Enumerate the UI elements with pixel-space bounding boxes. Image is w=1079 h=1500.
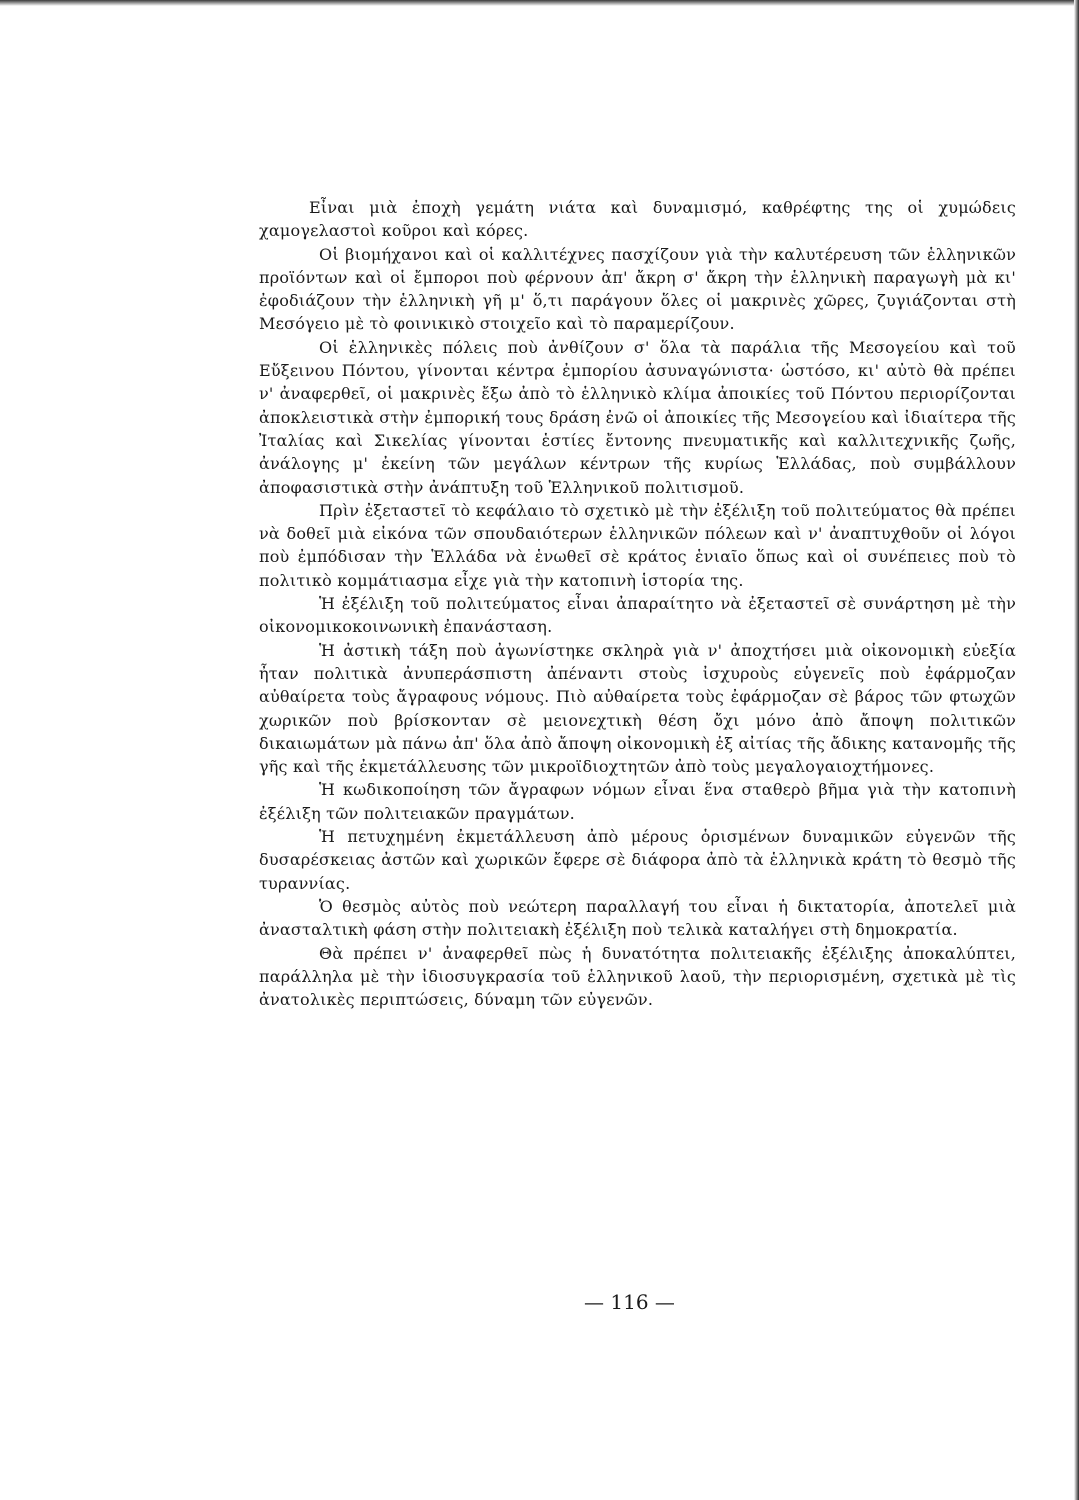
scan-edge-right [1074, 0, 1079, 1500]
paragraph: Ἡ ἀστικὴ τάξη ποὺ ἀγωνίστηκε σκληρὰ γιὰ ν' ἀποχτήσει μιὰ οἰκονομικὴ εὐεξία ἦταν πολιτικὰ ἀνυπεράσπιστη ἀπέναντι στοὺς ἰσχυροὺς εὐγενεῖς ποὺ ἐφάρμοζαν αὐθαίρετα τοὺς ἄγραφους νόμους. Πιὸ αὐθαίρετα τοὺς ἐφάρμοζαν σὲ βάρος τῶν φτωχῶν χωρικῶν ποὺ βρίσκονταν σὲ μειονεχτικὴ θέση ὄχι μόνο ἀπὸ ἄποψη πολιτικῶν δικαιωμάτων μὰ πάνω ἀπ' ὅλα ἀπὸ ἄποψη οἰκονομικὴ ἐξ αἰτίας τῆς ἄδικης κατανομῆς τῆς γῆς καὶ τῆς ἐκμετάλλευσης τῶν μικροϊδιοχτητῶν ἀπὸ τοὺς μεγαλογαιοχτήμονες. [259, 640, 1016, 777]
paragraph: Οἱ βιομήχανοι καὶ οἱ καλλιτέχνες πασχίζουν γιὰ τὴν καλυτέρευση τῶν ἑλληνικῶν προϊόντων καὶ οἱ ἔμποροι ποὺ φέρνουν ἀπ' ἄκρη σ' ἄκρη τὴν ἑλληνικὴ παραγωγὴ μὰ κι' ἐφοδιάζουν τὴν ἑλληνικὴ γῆ μ' ὅ,τι παράγουν ὅλες οἱ μακρινὲς χῶρες, ζυγιάζονται στὴ Μεσόγειο μὲ τὸ φοινικικὸ στοιχεῖο καὶ τὸ παραμερίζουν. [259, 244, 1016, 334]
paragraph: Ἡ ἐξέλιξη τοῦ πολιτεύματος εἶναι ἀπαραίτητο νὰ ἐξεταστεῖ σὲ συνάρτηση μὲ τὴν οἰκονομικοκοινωνικὴ ἐπανάσταση. [259, 594, 1016, 637]
paragraph: Εἶναι μιὰ ἐποχὴ γεμάτη νιάτα καὶ δυναμισμό, καθρέφτης της οἱ χυμώδεις χαμογελαστοὶ κοῦροι καὶ κόρες. [259, 198, 1016, 241]
paragraph: Ἡ κωδικοποίηση τῶν ἄγραφων νόμων εἶναι ἕνα σταθερὸ βῆμα γιὰ τὴν κατοπινὴ ἐξέλιξη τῶν πολιτειακῶν πραγμάτων. [259, 780, 1016, 823]
scan-edge-top [0, 0, 1079, 6]
paragraph: Θὰ πρέπει ν' ἀναφερθεῖ πὼς ἡ δυνατότητα πολιτειακῆς ἐξέλιξης ἀποκαλύπτει, παράλληλα μὲ τὴν ἰδιοσυγκρασία τοῦ ἑλληνικοῦ λαοῦ, τὴν περιορισμένη, σχετικὰ μὲ τὶς ἀνατολικὲς περιπτώσεις, δύναμη τῶν εὐγενῶν. [259, 943, 1016, 1010]
paragraph: Πρὶν ἐξεταστεῖ τὸ κεφάλαιο τὸ σχετικὸ μὲ τὴν ἐξέλιξη τοῦ πολιτεύματος θὰ πρέπει νὰ δοθεῖ μιὰ εἰκόνα τῶν σπουδαιότερων ἑλληνικῶν πόλεων καὶ ν' ἀναπτυχθοῦν οἱ λόγοι ποὺ ἐμπόδισαν τὴν Ἑλλάδα νὰ ἑνωθεῖ σὲ κράτος ἑνιαῖο ὅπως καὶ οἱ συνέπειες ποὺ τὸ πολιτικὸ κομμάτιασμα εἶχε γιὰ τὴν κατοπινὴ ἱστορία της. [259, 500, 1016, 590]
paragraph: Οἱ ἑλληνικὲς πόλεις ποὺ ἀνθίζουν σ' ὅλα τὰ παράλια τῆς Μεσογείου καὶ τοῦ Εὔξεινου Πόντου, γίνονται κέντρα ἐμπορίου ἀσυναγώνιστα· ὡστόσο, κι' αὐτὸ θὰ πρέπει ν' ἀναφερθεῖ, οἱ μακρινὲς ἔξω ἀπὸ τὸ ἑλληνικὸ κλίμα ἀποικίες τοῦ Πόντου περιορίζονται ἀποκλειστικὰ στὴν ἐμπορική τους δράση ἐνῶ οἱ ἀποικίες τῆς Μεσογείου καὶ ἰδιαίτερα τῆς Ἰταλίας καὶ Σικελίας γίνονται ἑστίες ἔντονης πνευματικῆς καὶ καλλιτεχνικῆς ζωῆς, ἀνάλογης μ' ἐκείνη τῶν μεγάλων κέντρων τῆς κυρίως Ἑλλάδας, ποὺ συμβάλλουν ἀποφασιστικὰ στὴν ἀνάπτυξη τοῦ Ἑλληνικοῦ πολιτισμοῦ. [259, 337, 1016, 497]
paragraph: Ἡ πετυχημένη ἐκμετάλλευση ἀπὸ μέρους ὁρισμένων δυναμικῶν εὐγενῶν τῆς δυσαρέσκειας ἀστῶν καὶ χωρικῶν ἔφερε σὲ διάφορα ἀπὸ τὰ ἑλληνικὰ κράτη τὸ θεσμὸ τῆς τυραννίας. [259, 827, 1016, 893]
page-number: — 116 — [584, 1290, 675, 1314]
body-text [259, 196, 1016, 1011]
paragraph: Ὁ θεσμὸς αὐτὸς ποὺ νεώτερη παραλλαγή του εἶναι ἡ δικτατορία, ἀποτελεῖ μιὰ ἀνασταλτικὴ φάση στὴν πολιτειακὴ ἐξέλιξη ποὺ τελικὰ καταλήγει στὴ δημοκρατία. [259, 896, 1016, 940]
